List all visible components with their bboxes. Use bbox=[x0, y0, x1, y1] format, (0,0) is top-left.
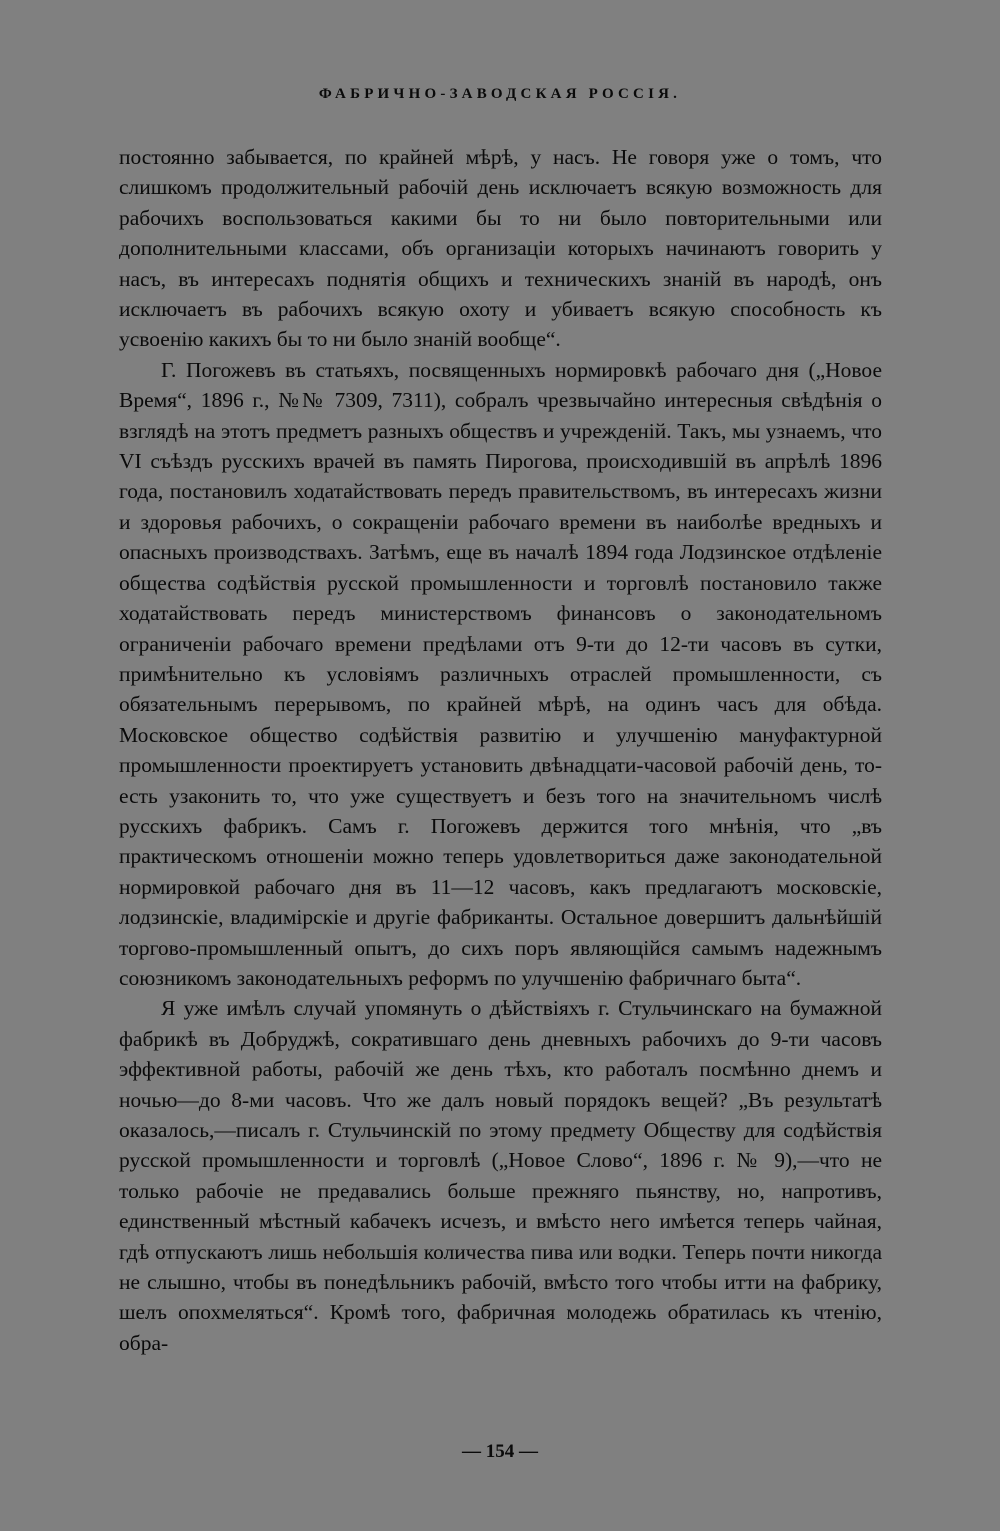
paragraph-2: Г. Погожевъ въ статьяхъ, посвященныхъ нормировкѣ рабочаго дня („Новое Время“, 1896 г., №№ 7309, 7311), собралъ чрезвычайно интересныя свѣдѣнія о взглядѣ на этотъ предметъ разныхъ обществъ и учрежденій. Такъ, мы узнаемъ, что VI съѣздъ русскихъ врачей въ память Пирогова, происходившій въ апрѣлѣ 1896 года, постановилъ ходатайствовать передъ правительствомъ, въ интересахъ жизни и здоровья рабочихъ, о сокращеніи рабочаго времени въ наиболѣе вредныхъ и опасныхъ производствахъ. Затѣмъ, еще въ началѣ 1894 года Лодзинское отдѣленіе общества содѣйствія русской промышленности и торговлѣ постановило также ходатайствовать передъ министерствомъ финансовъ о законодательномъ ограниченіи рабочаго времени предѣлами отъ 9-ти до 12-ти часовъ въ сутки, примѣнительно къ условіямъ различныхъ отраслей промышленности, съ обязательнымъ перерывомъ, по крайней мѣрѣ, на одинъ часъ для обѣда. Московское общество содѣйствія развитію и улучшенію мануфактурной промышленности проектируетъ установить двѣнадцати-часовой рабочій день, то-есть узаконить то, что уже существуетъ и безъ того на значительномъ числѣ русскихъ фабрикъ. Самъ г. Погожевъ держится того мнѣнія, что „въ практическомъ отношеніи можно теперь удовлетвориться даже законодательной нормировкой рабочаго дня въ 11—12 часовъ, какъ предлагаютъ московскіе, лодзинскіе, владимірскіе и другіе фабриканты. Остальное довершитъ дальнѣйшій торгово-промышленный опытъ, до сихъ поръ являющійся самымъ надежнымъ союзникомъ законодательныхъ реформъ по улучшенію фабричнаго быта“. bbox=[119, 357, 882, 990]
paragraph-3: Я уже имѣлъ случай упомянуть о дѣйствіяхъ г. Стульчинскаго на бумажной фабрикѣ въ Добруджѣ, сократившаго день дневныхъ рабочихъ до 9-ти часовъ эффективной работы, рабочій же день тѣхъ, кто работалъ посмѣнно днемъ и ночью—до 8-ми часовъ. Что же далъ новый порядокъ вещей? „Въ результатѣ оказалось,—писалъ г. Стульчинскій по этому предмету Обществу для содѣйствія русской промышленности и торговлѣ („Новое Слово“, 1896 г. № 9),—что не только рабочіе не предавались больше прежняго пьянству, но, напротивъ, единственный мѣстный кабачекъ исчезъ, и вмѣсто него имѣется теперь чайная, гдѣ отпускаютъ лишь небольшія количества пива или водки. Теперь почти никогда не слышно, чтобы въ понедѣльникъ рабочій, вмѣсто того чтобы итти на фабрику, шелъ опохмеляться“. Кромѣ того, фабричная молодежь обратилась къ чтенію, обра- bbox=[119, 996, 882, 1355]
page-number: — 154 — bbox=[462, 1441, 538, 1462]
body-text bbox=[119, 142, 882, 1358]
paragraph-1: постоянно забывается, по крайней мѣрѣ, у насъ. Не говоря уже о томъ, что слишкомъ продолжительный рабочій день исключаетъ всякую возможность для рабочихъ воспользоваться какими бы то ни было повторительными или дополнительными классами, объ организаціи которыхъ начинаютъ говорить у насъ, въ интересахъ поднятія общихъ и техническихъ знаній въ народѣ, онъ исключаетъ въ рабочихъ всякую охоту и убиваетъ всякую способность къ усвоенію какихъ бы то ни было знаній вообще“. bbox=[119, 145, 882, 352]
running-title: ФАБРИЧНО-ЗАВОДСКАЯ РОССІЯ. bbox=[318, 86, 682, 102]
